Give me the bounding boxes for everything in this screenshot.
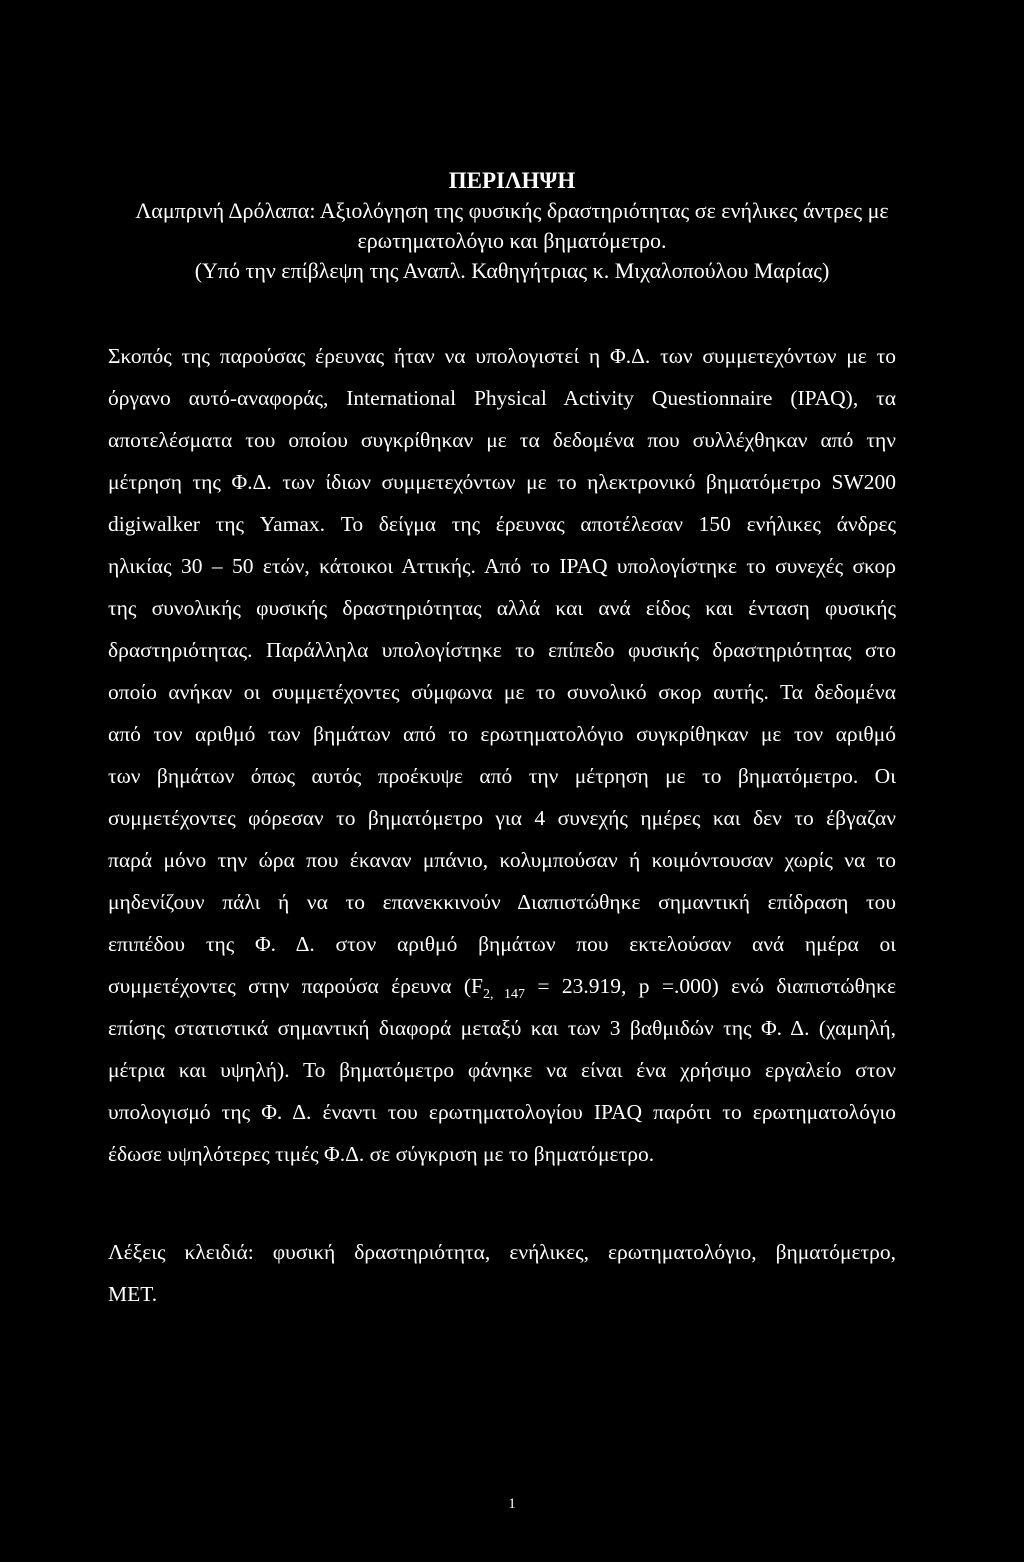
abstract-header [100,166,924,286]
abstract-line: επιπέδου της Φ. Δ. στον αριθμό βημάτων που εκτελούσαν ανά ημέρα οι [108,932,896,956]
supervisor-line: (Υπό την επίβλεψη της Αναπλ. Καθηγήτριας κ. Μιχαλοπούλου Μαρίας) [194,258,830,283]
statistics-prefix: συμμετέχοντες στην παρούσα έρευνα (F [108,974,483,998]
abstract-title: ΠΕΡΙΛΗΨΗ [448,168,576,193]
abstract-line: ηλικίας 30 – 50 ετών, κάτοικοι Αττικής. Από το IPAQ υπολογίστηκε το συνεχές σκορ [108,554,896,578]
abstract-line: συμμετέχοντες φόρεσαν το βηματόμετρο για 4 συνεχής ημέρες και δεν το έβγαζαν [108,806,896,830]
abstract-line: Σκοπός της παρούσας έρευνας ήταν να υπολογιστεί η Φ.Δ. των συμμετεχόντων με το [108,344,896,368]
abstract-line: όργανο αυτό-αναφοράς, International Physical Activity Questionnaire (IPAQ), τα [108,386,896,410]
abstract-line: παρά μόνο την ώρα που έκαναν μπάνιο, κολυμπούσαν ή κοιμόντουσαν χωρίς να το [108,848,896,872]
abstract-line: digiwalker της Yamax. Το δείγμα της έρευνας αποτέλεσαν 150 ενήλικες άνδρες [108,512,896,536]
abstract-line: μέτρια και υψηλή). Το βηματόμετρο φάνηκε να είναι ένα χρήσιμο εργαλείο στον [108,1058,896,1082]
abstract-line: μέτρηση της Φ.Δ. των ίδιων συμμετεχόντων με το ηλεκτρονικό βηματόμετρο SW200 [108,470,896,494]
abstract-line: της συνολικής φυσικής δραστηριότητας αλλά και ανά είδος και ένταση φυσικής [108,596,896,620]
abstract-line: υπολογισμό της Φ. Δ. έναντι του ερωτηματολογίου IPAQ παρότι το ερωτηματολόγιο [108,1100,896,1124]
author-and-title-line-2: ερωτηματολόγιο και βηματόμετρο. [357,228,667,253]
abstract-line: έδωσε υψηλότερες τιμές Φ.Δ. σε σύγκριση με το βηματόμετρο. [108,1142,655,1166]
abstract-line: επίσης στατιστικά σημαντική διαφορά μεταξύ και των 3 βαθμιδών της Φ. Δ. (χαμηλή, [108,1016,896,1040]
abstract-line: των βημάτων όπως αυτός προέκυψε από την μέτρηση με το βηματόμετρο. Οι [108,764,896,788]
abstract-line: δραστηριότητας. Παράλληλα υπολογίστηκε το επίπεδο φυσικής δραστηριότητας στο [108,638,896,662]
keywords-line: Λέξεις κλειδιά: φυσική δραστηριότητα, ενήλικες, ερωτηματολόγιο, βηματόμετρο, [108,1240,896,1264]
f-statistic-degrees-of-freedom: 2, 147 [483,987,525,1002]
abstract-line: οποίο ανήκαν οι συμμετέχοντες σύμφωνα με το συνολικό σκορ αυτής. Τα δεδομένα [108,680,896,704]
abstract-line: αποτελέσματα του οποίου συγκρίθηκαν με τα δεδομένα που συλλέχθηκαν από την [108,428,896,452]
abstract-statistics-line [108,972,896,1009]
page-number: 1 [508,1496,516,1512]
author-and-title-line: Λαμπρινή Δρόλαπα: Αξιολόγηση της φυσικής δραστηριότητας σε ενήλικες άντρες με [135,198,889,223]
statistics-suffix: = 23.919, p =.000) ενώ διαπιστώθηκε [525,974,896,998]
abstract-line: από τον αριθμό των βημάτων από το ερωτηματολόγιο συγκρίθηκαν με τον αριθμό [108,722,896,746]
abstract-line: μηδενίζουν πάλι ή να το επανεκκινούν Διαπιστώθηκε σημαντική επίδραση του [108,890,896,914]
keywords-line: ΜΕΤ. [108,1282,158,1306]
